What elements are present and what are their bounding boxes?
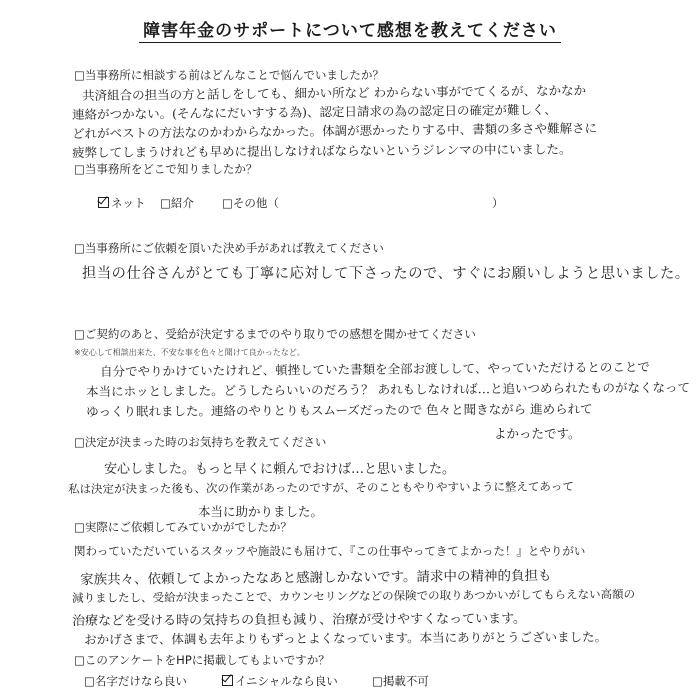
question-6-label: □実際にご依頼してみていかがでしたか？ [74,520,292,534]
question-4-label: □ご契約のあと、受給が決定するまでのやり取りでの感想を聞かせてください [74,327,476,341]
answer-4-line-2: 本当にホッとしました。どうしたらいいのだろう？ あれもしなければ…と追いつめられたものがなくなって [86,379,691,399]
question-7-label: □このアンケートをHPに掲載してもよいですか？ [74,653,330,667]
answer-4-line-3: ゆっくり眠れました。連絡のやりとりもスムーズだったので 色々と聞きながら 進められて [86,401,593,419]
checkbox-checked-icon [98,197,109,208]
answer-5-line-2: 私は決定が決まった後も、次の作業があったのですが、そのこともやりやすいように整えてあって [68,479,574,496]
answer-4-line-1: 自分でやりかけていたけれど、頓挫していた書類を全部お渡しして、やっていただけるとのことで [100,359,650,379]
answer-6-line-2: 減りましたし、受給が決まったことで、カウンセリングなどの保険での取りあつかいがしてもらえない高額の [72,587,636,605]
option-name-only[interactable]: □名字だけなら良い [84,674,187,688]
question-6-sub: 関わっていただいているスタッフや施設にも届けて、『この仕事やってきてよかった！』とやりがい [74,544,586,558]
answer-1-line-4: 疲弊してしまうけれども早めに提出しなければならないというジレンマの中にいました。 [72,141,572,160]
question-3-label: □当事務所にご依頼を頂いた決め手があれば教えてください [74,241,384,255]
answer-6-line-1: 家族共々、依頼してよかったなあと感謝しかないです。請求中の精神的負担も [80,567,552,588]
option-no-publish[interactable]: □掲載不可 [372,674,429,688]
question-4-note: ※安心して相談出来た、不安な事を色々と聞けて良かったなど。 [74,348,305,357]
option-intro[interactable]: □紹介 [160,196,194,210]
answer-1-line-2: 連絡がつかない。(そんなにだいすする為)、認定日請求の為の認定日の確定が難しく、 [72,101,557,122]
checkbox-checked-icon [222,675,233,686]
option-other[interactable]: □その他（ [222,196,279,210]
question-5-label: □決定が決まった時のお気持ちを教えてください [74,435,327,449]
answer-1-line-3: どれがベストの方法なのかわからなかった。体調が悪かったりする中、書類の多さや難解さに [72,120,598,141]
question-2-label: □当事務所をどこで知りましたか？ [74,162,258,176]
option-initial[interactable]: イニシャルなら良い [222,673,338,689]
question-1-label: □当事務所に相談する前はどんなことで悩んでいましたか？ [74,68,384,82]
answer-5-line-1: 安心しました。もっと早くに頼んでおけば…と思いました。 [104,462,456,477]
answer-4-line-4: よかったです。 [494,426,581,441]
answer-6-line-3: 治療などを受ける時の気持ちの負担も減り、治療が受けやすくなっています。 [72,611,527,629]
option-other-close: ） [492,196,504,210]
answer-1-line-1: 共済組合の担当の方と話しをしても、細かい所など わからない事がでてくるが、なかなか [82,82,587,103]
answer-5-line-3: 本当に助かりました。 [198,504,324,519]
answer-3: 担当の仕谷さんがとても丁寧に応対して下さったので、すぐにお願いしようと思いました。 [82,266,690,282]
form-title: 障害年金のサポートについて感想を教えてください [0,16,700,41]
answer-6-line-4: おかげさまで、体調も去年よりもずっとよくなっています。本当にありがとうございました。 [84,629,608,647]
option-net[interactable]: ネット [98,195,146,211]
